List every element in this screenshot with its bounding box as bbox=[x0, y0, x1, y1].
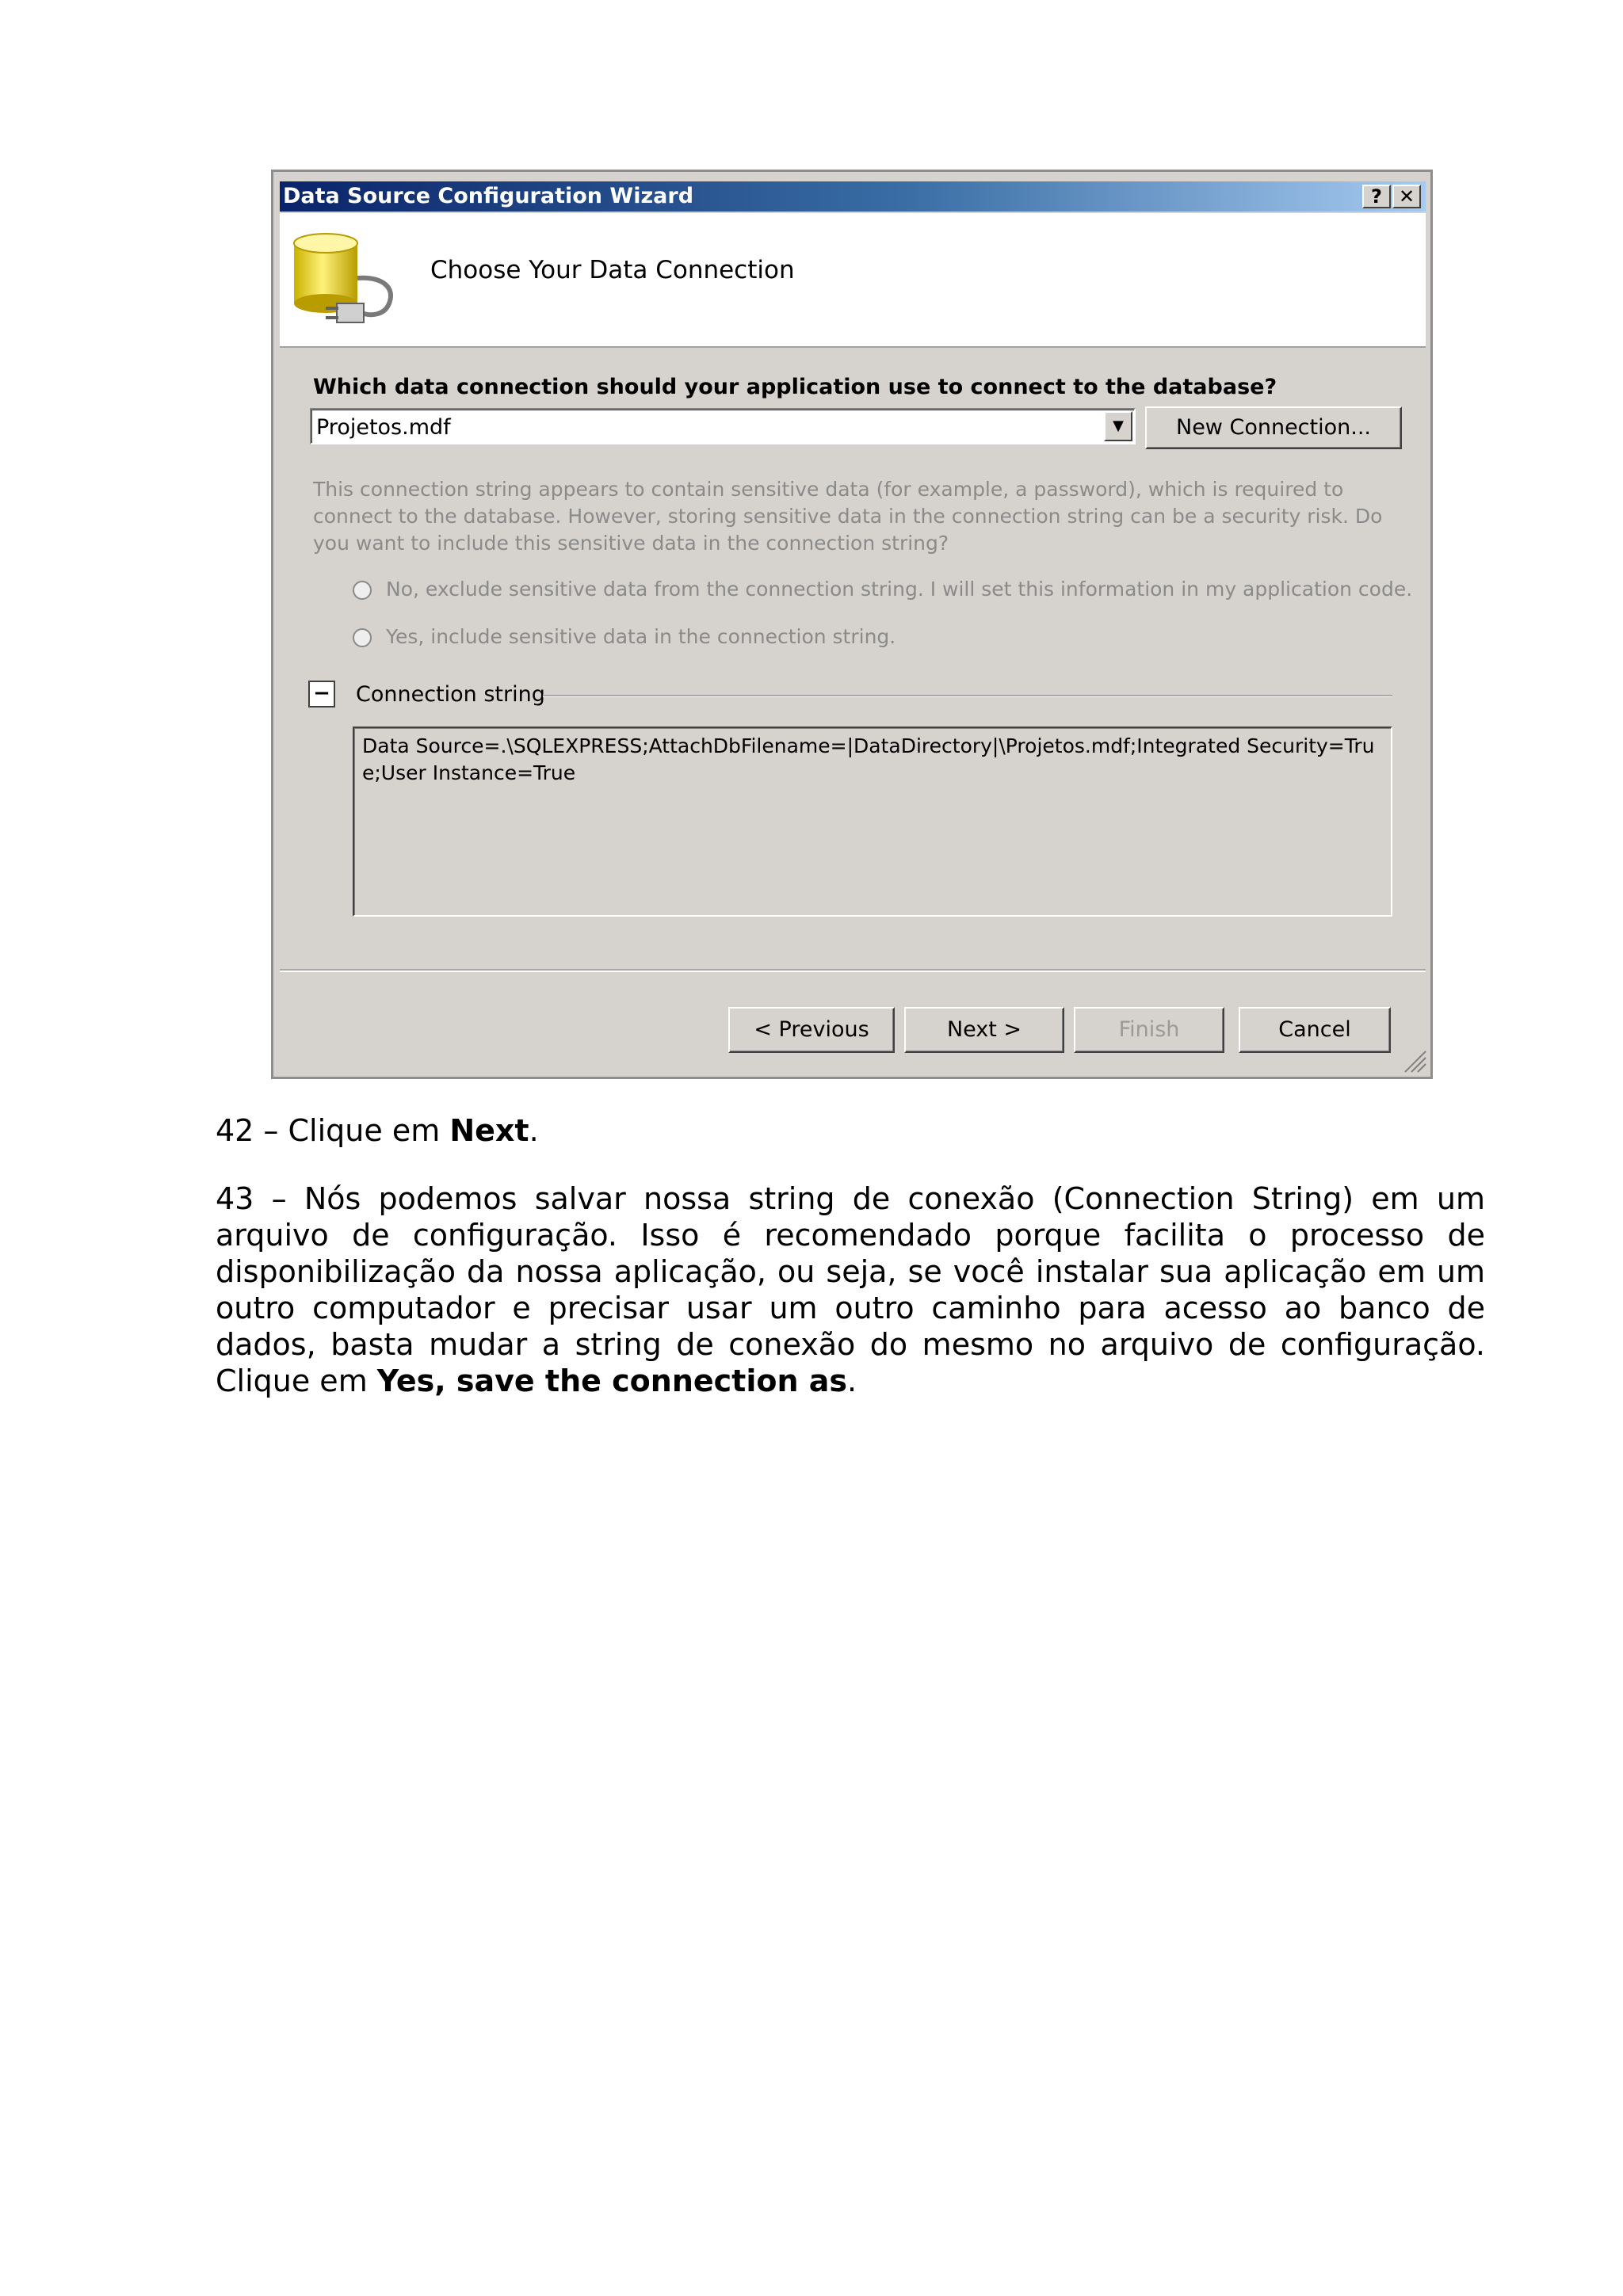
connection-string-field[interactable]: Data Source=.\SQLEXPRESS;AttachDbFilename=|DataDirectory|\Projetos.mdf;Integrated Security=True;User Instance=True bbox=[353, 727, 1392, 917]
database-plug-icon bbox=[289, 231, 408, 334]
close-button[interactable]: ✕ bbox=[1392, 185, 1421, 208]
resize-grip-icon[interactable] bbox=[1400, 1047, 1427, 1074]
wizard-dialog bbox=[271, 170, 1433, 1079]
step-43-suffix: . bbox=[847, 1363, 857, 1398]
radio-icon[interactable] bbox=[353, 628, 372, 647]
connection-question: Which data connection should your application use to connect to the database? bbox=[313, 375, 1277, 399]
radio-exclude-label: No, exclude sensitive data from the connection string. I will set this information in my application code. bbox=[386, 578, 1413, 601]
collapse-toggle[interactable]: − bbox=[308, 681, 335, 707]
radio-exclude-sensitive[interactable] bbox=[353, 578, 1412, 601]
dialog-title: Data Source Configuration Wizard bbox=[283, 184, 694, 208]
step-43-text: 43 – Nós podemos salvar nossa string de conexão (Connection String) em um arquivo de configuração. Isso é recomendado porque facilita o processo de disponibilização da nossa aplicação, ou seja, se você instalar sua aplicação em um outro computador e precisar usar um outro caminho para acesso ao banco de dados, basta mudar a string de conexão do mesmo no arquivo de configuração. Clique em bbox=[216, 1181, 1485, 1398]
step-43-bold: Yes, save the connection as bbox=[376, 1363, 848, 1398]
new-connection-button[interactable]: New Connection... bbox=[1145, 406, 1402, 449]
radio-include-label: Yes, include sensitive data in the connection string. bbox=[386, 625, 896, 648]
group-divider bbox=[543, 695, 1392, 697]
radio-include-sensitive[interactable] bbox=[353, 625, 896, 648]
sensitive-data-info: This connection string appears to contain sensitive data (for example, a password), which is required to connect to the database. However, storing sensitive data in the connection string can be a security risk. Do you want to include this sensitive data in the connection string? bbox=[313, 478, 1383, 555]
dropdown-arrow-icon[interactable]: ▼ bbox=[1104, 411, 1132, 441]
footer-separator bbox=[280, 969, 1426, 972]
step-43-paragraph bbox=[216, 1180, 1485, 1399]
wizard-header bbox=[280, 213, 1426, 348]
previous-button[interactable]: < Previous bbox=[728, 1007, 895, 1053]
step-42-paragraph bbox=[216, 1112, 1485, 1149]
connection-string-label: Connection string bbox=[356, 682, 545, 707]
step-42-bold: Next bbox=[449, 1113, 529, 1148]
step-42-suffix: . bbox=[529, 1113, 539, 1148]
next-button[interactable]: Next > bbox=[904, 1007, 1064, 1053]
connection-select[interactable] bbox=[310, 408, 1136, 444]
step-42-text: 42 – Clique em bbox=[216, 1113, 450, 1148]
page-heading: Choose Your Data Connection bbox=[430, 256, 795, 284]
connection-select-value: Projetos.mdf bbox=[316, 415, 451, 440]
cancel-button[interactable]: Cancel bbox=[1239, 1007, 1391, 1053]
help-button[interactable]: ? bbox=[1362, 185, 1391, 208]
radio-icon[interactable] bbox=[353, 581, 372, 600]
title-bar bbox=[280, 181, 1426, 212]
finish-button[interactable]: Finish bbox=[1074, 1007, 1224, 1053]
